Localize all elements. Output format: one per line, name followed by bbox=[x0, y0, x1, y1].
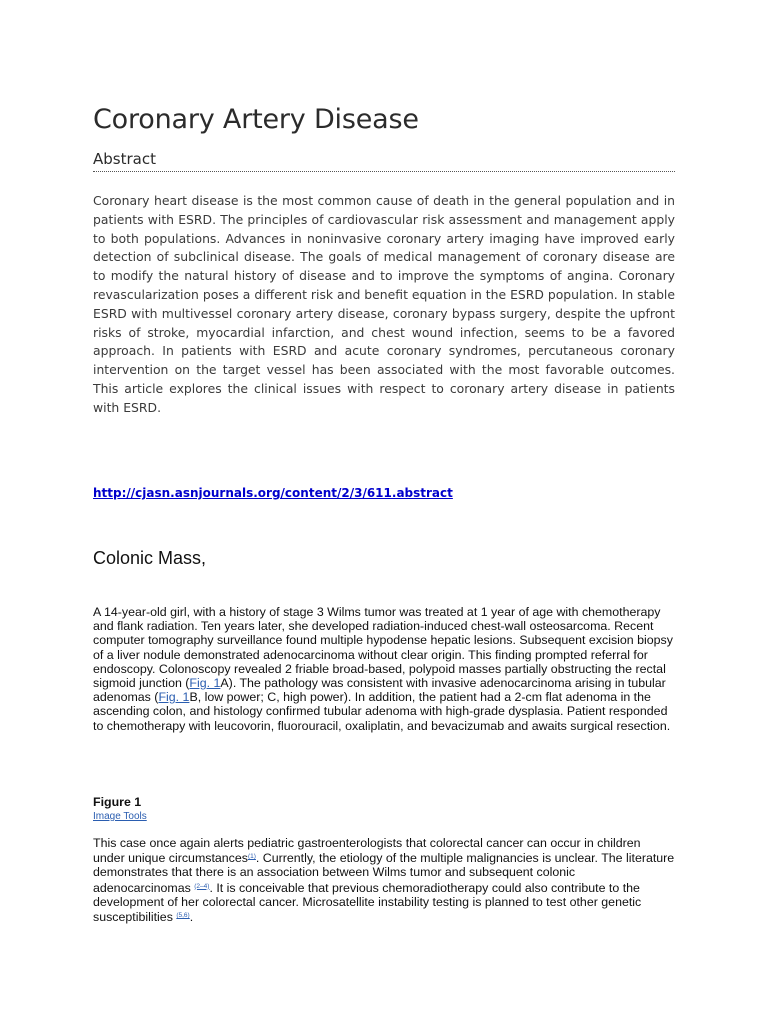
discussion-text-part: . It is conceivable that previous chemoradiotherapy could also contribute to the development of her colorectal cancer. Microsatellite instability testing is planned to test other genetic susceptibilities bbox=[93, 880, 642, 925]
case-heading: Colonic Mass, bbox=[93, 548, 207, 568]
abstract-heading: Abstract bbox=[93, 150, 675, 172]
case-text-part: A). The pathology was consistent with invasive adenocarcinoma arising in tubular adenomas ( bbox=[93, 676, 666, 705]
figure-label: Figure 1 bbox=[93, 795, 142, 809]
discussion-text-part: . Currently, the etiology of the multiple malignancies is unclear. The literature demonstrates that there is an association between Wilms tumor and subsequent colonic adenocarcinomas bbox=[93, 851, 675, 895]
case-text-part: B, low power; C, high power). In addition, the patient had a 2-cm flat adenoma in the ascending colon, and histology confirmed tubular adenoma with high-grade dysplasia. Patient responded to chemotherapy with leucovorin, fluorouracil, oxaliplatin, and bevacizumab and awaits surgical resection. bbox=[93, 690, 671, 733]
discussion-text-part: This case once again alerts pediatric gastroenterologists that colorectal cancer can occur in children under unique circumstances bbox=[93, 836, 641, 866]
figure-1b-link[interactable]: Fig. 1 bbox=[158, 690, 190, 705]
abstract-link[interactable]: http://cjasn.asnjournals.org/content/2/3/611.abstract bbox=[93, 486, 453, 500]
reference-link-2-4[interactable]: (2–4) bbox=[194, 882, 210, 890]
image-tools-link[interactable]: Image Tools bbox=[93, 811, 147, 822]
reference-link-1[interactable]: (1) bbox=[247, 853, 256, 861]
page-title: Coronary Artery Disease bbox=[93, 104, 419, 135]
abstract-text: Coronary heart disease is the most common cause of death in the general population and in patients with ESRD. The principles of cardiovascular risk assessment and management apply to both populations. Advances in noninvasive coronary artery imaging have improved early detection of subclinical disease. The goals of medical management of coronary disease are to modify the natural history of disease and to improve the symptoms of angina. Coronary revascularization poses a different risk and benefit equation in the ESRD population. In stable ESRD with multivessel coronary artery disease, coronary bypass surgery, despite the upfront risks of stroke, myocardial infarction, and chest wound infection, seems to be a favored approach. In patients with ESRD and acute coronary syndromes, percutaneous coronary intervention on the target vessel has been associated with the most favorable outcomes. This article explores the clinical issues with respect to coronary artery disease in patients with ESRD. bbox=[93, 193, 675, 415]
reference-link-5-6[interactable]: (5,6) bbox=[176, 912, 190, 920]
case-paragraph bbox=[93, 605, 675, 733]
case-text-part: A 14-year-old girl, with a history of stage 3 Wilms tumor was treated at 1 year of age with chemotherapy and flank radiation. Ten years later, she developed radiation-induced chest-wall osteosarcoma. Recent computer tomography surveillance found multiple hypodense hepatic lesions. Subsequent excision biopsy of a liver nodule demonstrated adenocarcinoma without clear origin. This finding prompted referral for endoscopy. Colonoscopy revealed 2 friable broad-based, polypoid masses partially obstructing the rectal sigmoid junction ( bbox=[93, 605, 673, 691]
figure-1a-link[interactable]: Fig. 1 bbox=[189, 676, 221, 691]
discussion-paragraph bbox=[93, 836, 675, 924]
discussion-text-part: . bbox=[189, 910, 194, 925]
